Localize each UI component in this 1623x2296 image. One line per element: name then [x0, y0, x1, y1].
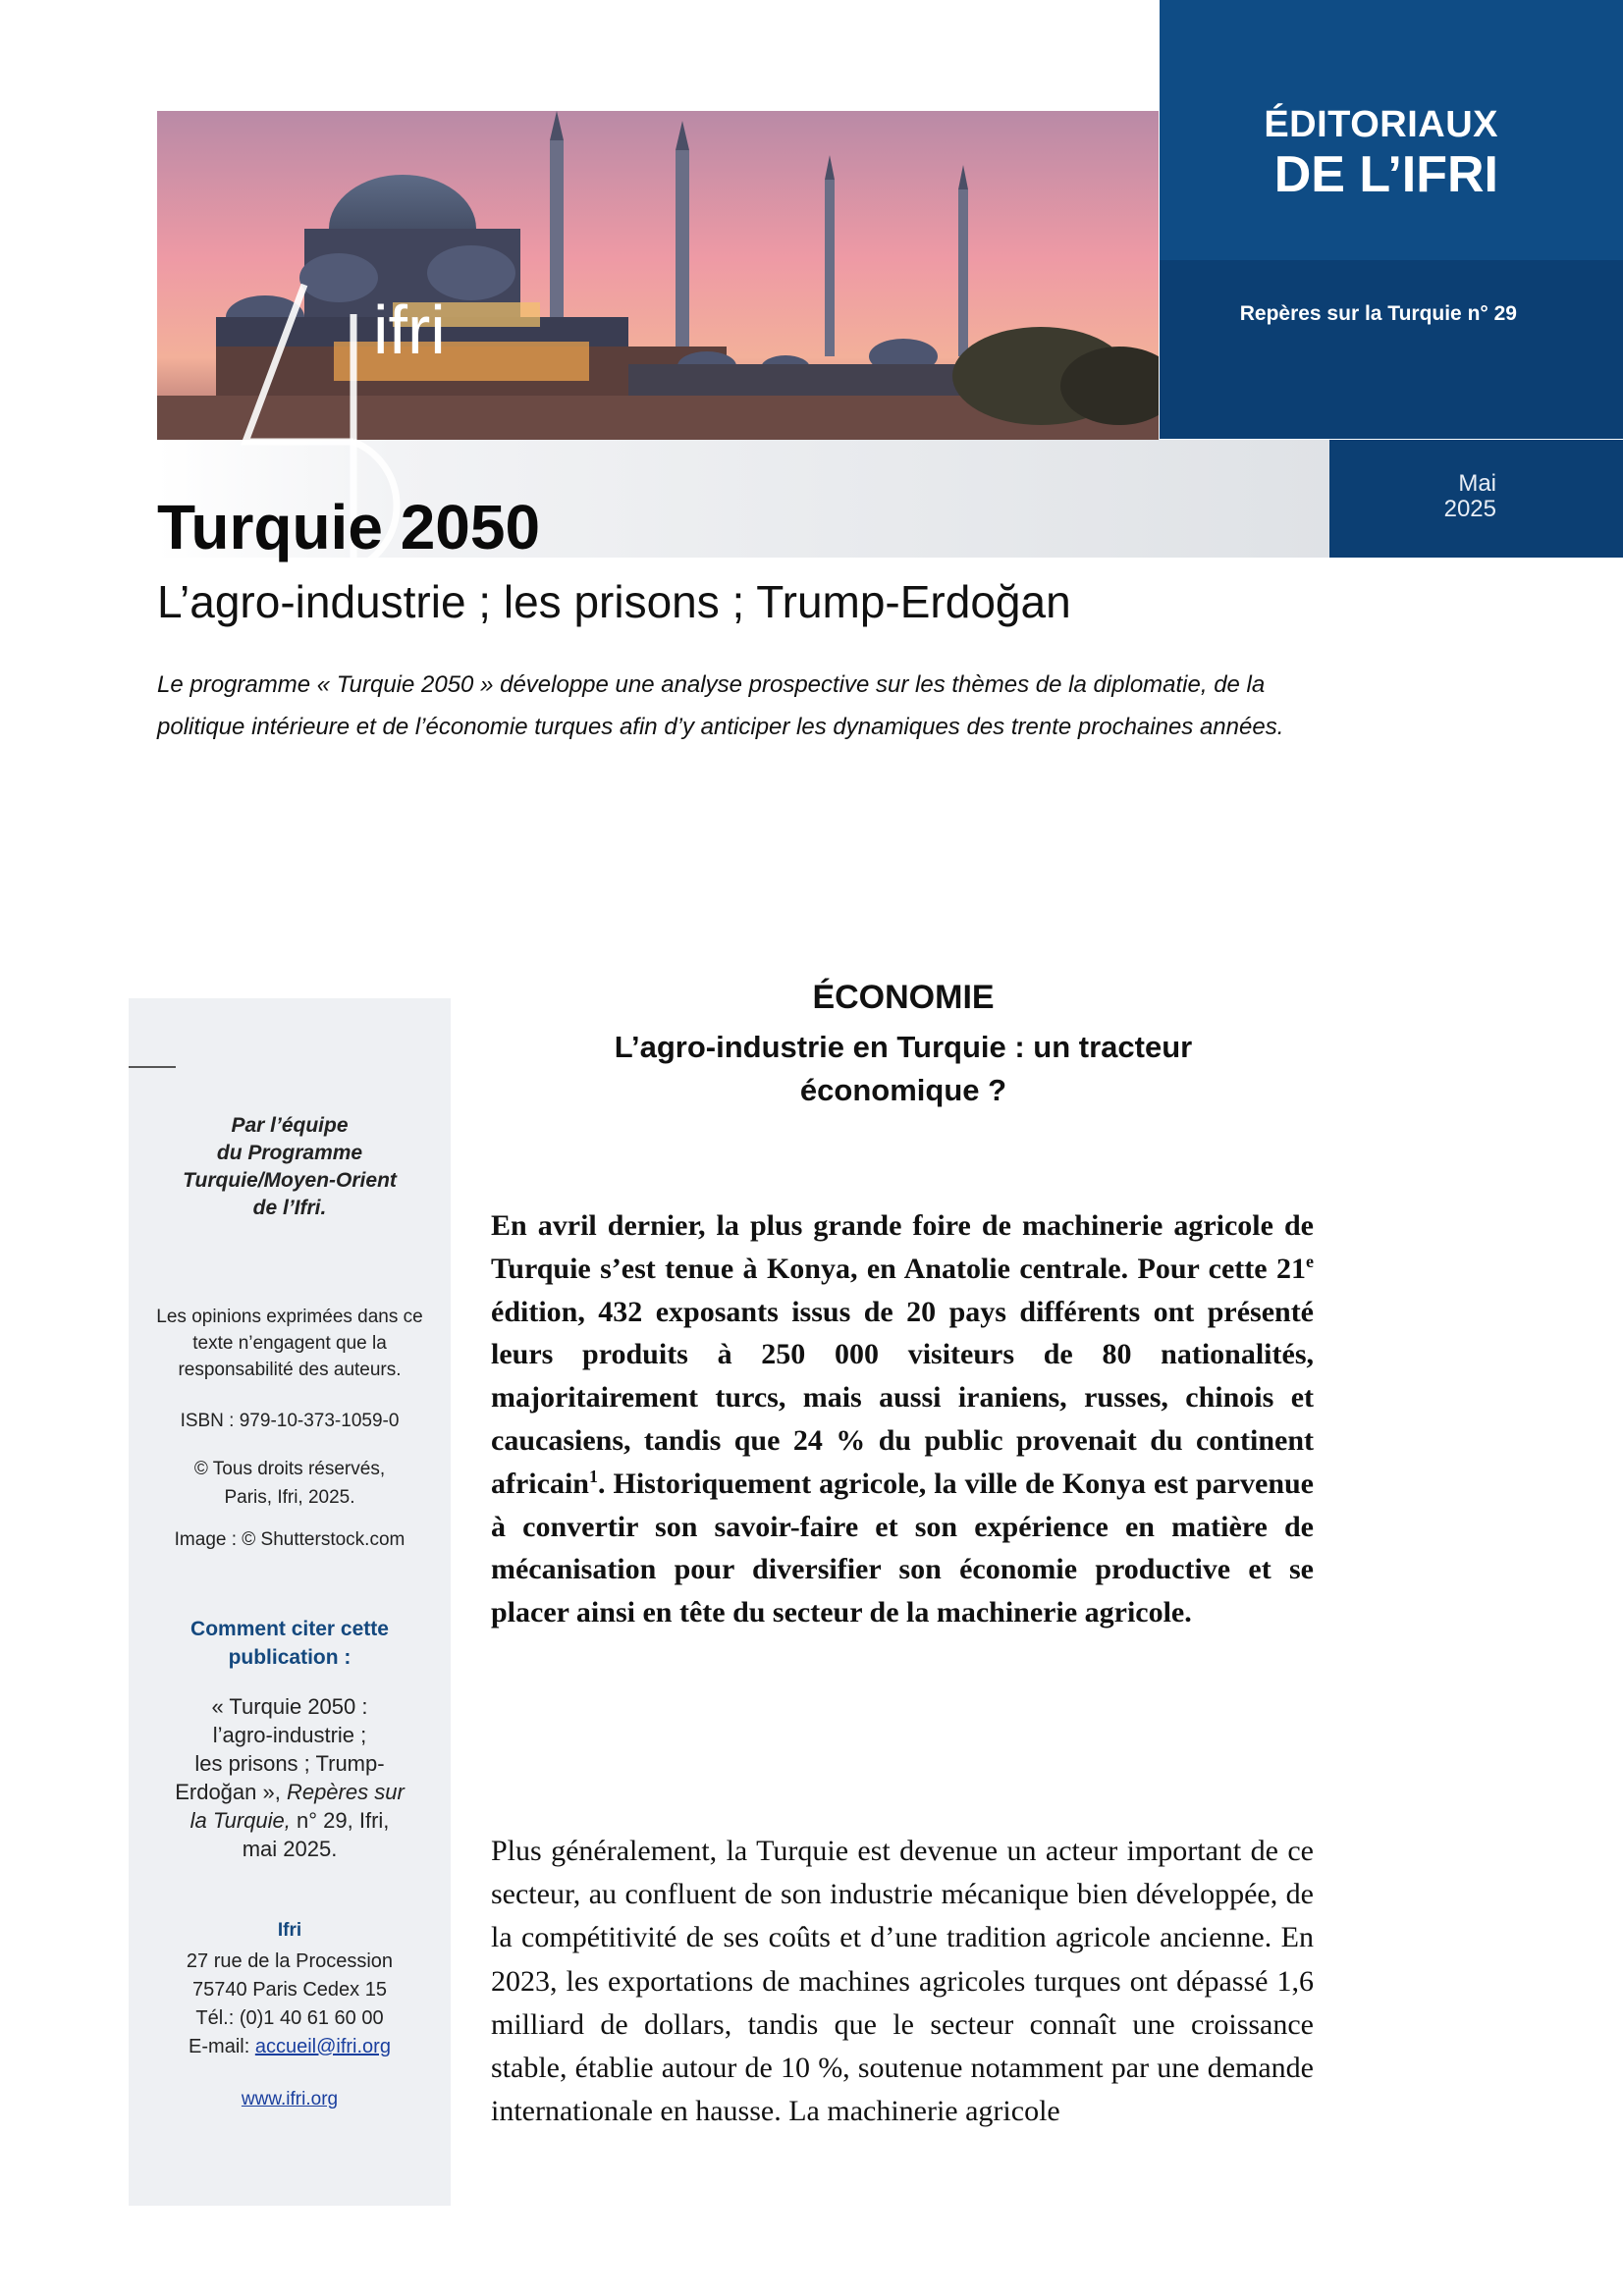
brand-title: [1160, 104, 1498, 203]
cite-text: n° 29, Ifri,: [290, 1808, 390, 1833]
page-title: Turquie 2050: [157, 492, 541, 562]
sidebar-website: [129, 2089, 451, 2110]
author-line: de l’Ifri.: [252, 1197, 327, 1219]
cite-line: [129, 1806, 451, 1835]
sidebar-image-credit: Image : © Shutterstock.com: [174, 1529, 406, 1550]
lead-paragraph: [491, 1204, 1314, 1634]
sidebar-address: [129, 1948, 451, 2061]
cite-line: « Turquie 2050 :: [211, 1694, 368, 1719]
email-label: E-mail:: [189, 2036, 255, 2057]
cite-heading-line: Comment citer cette: [190, 1618, 389, 1640]
sidebar-divider: [129, 1066, 176, 1068]
sidebar-disclaimer: Les opinions exprimées dans ce texte n’engagent que la responsabilité des auteurs.: [156, 1307, 423, 1380]
author-line: du Programme: [216, 1142, 363, 1164]
article-heading-line: économique ?: [799, 1073, 1007, 1107]
address-line: 75740 Paris Cedex 15: [192, 1979, 387, 2001]
ifri-logo-text: ifri: [373, 292, 446, 368]
cite-line: les prisons ; Trump-: [194, 1751, 385, 1776]
author-line: Par l’équipe: [231, 1114, 349, 1137]
cite-line: [129, 1778, 451, 1806]
cite-line: l’agro-industrie ;: [212, 1723, 367, 1747]
email-line: [129, 2033, 451, 2061]
email-link[interactable]: accueil@ifri.org: [254, 2036, 391, 2057]
article-heading: [491, 1026, 1316, 1112]
lead-text: édition, 432 exposants issus de 20 pays différents ont présenté leurs produits à 250 000 visiteurs de 80 nationalités, majoritairement turcs, mais aussi iraniens, russes, chinois et caucasiens, tandis que 24 % du public provenait du continent africain: [491, 1295, 1314, 1500]
intro-paragraph: Le programme « Turquie 2050 » développe une analyse prospective sur les thèmes de la diplomatie, de la politique intérieure et de l’économie turques afin d’y anticiper les dynamiques des trente prochaines années.: [157, 671, 1284, 740]
date-month: Mai: [1458, 470, 1496, 497]
section-title: ÉCONOMIE: [812, 979, 995, 1016]
address-line: 27 rue de la Procession: [186, 1950, 394, 1972]
sidebar-citation: [129, 1692, 451, 1863]
copyright-line: Paris, Ifri, 2025.: [224, 1487, 355, 1508]
lead-text: En avril dernier, la plus grande foire de machinerie agricole de Turquie s’est tenue à Konya, en Anatolie centrale. Pour cette 21: [491, 1209, 1314, 1285]
page-subtitle: L’agro-industrie ; les prisons ; Trump-Erdoğan: [157, 576, 1071, 627]
lead-text: . Historiquement agricole, la ville de Konya est parvenue à convertir son savoir-faire et son expérience en matière de mécanisation pour diversifier son économie productive et se placer ainsi en tête du secteur de la machinerie agricole.: [491, 1467, 1314, 1629]
brand-line-1: ÉDITORIAUX: [1264, 104, 1498, 145]
date-year: 2025: [1443, 496, 1496, 523]
series-label: Repères sur la Turquie n° 29: [1239, 302, 1517, 325]
cite-line: mai 2025.: [242, 1837, 338, 1861]
footnote-ref[interactable]: 1: [588, 1466, 598, 1486]
cite-series-italic: Repères sur: [286, 1780, 405, 1804]
sidebar-org-name: Ifri: [277, 1920, 302, 1941]
body-paragraph: Plus généralement, la Turquie est devenue un acteur important de ce secteur, au confluent de son industrie mécanique bien développée, de la compétitivité de ses coûts et d’une tradition agricole ancienne. En 2023, les exportations de machines agricoles turques ont dépassé 1,6 milliard de dollars, tandis que le secteur connaît une croissance stable, établie autour de 10 %, soutenue notamment par une demande internationale en hausse. La machinerie agricole: [491, 1835, 1314, 2128]
cite-text: Erdoğan »,: [175, 1780, 287, 1804]
cite-heading-line: publication :: [228, 1646, 352, 1669]
address-line: Tél.: (0)1 40 61 60 00: [195, 2007, 384, 2029]
article-heading-line: L’agro-industrie en Turquie : un tracteur: [614, 1030, 1193, 1064]
copyright-line: © Tous droits réservés,: [193, 1459, 386, 1479]
website-link[interactable]: www.ifri.org: [241, 2089, 339, 2109]
brand-line-2: DE L’IFRI: [1273, 146, 1498, 203]
ordinal-superscript: e: [1306, 1251, 1314, 1271]
sidebar-isbn: ISBN : 979-10-373-1059-0: [180, 1411, 400, 1431]
sidebar-cite-heading: [129, 1615, 451, 1672]
sidebar-authors: [129, 1112, 451, 1222]
publication-date: [1329, 471, 1496, 523]
author-line: Turquie/Moyen-Orient: [183, 1169, 397, 1192]
cite-series-italic: la Turquie,: [189, 1808, 291, 1833]
series-block: [1160, 260, 1623, 439]
sidebar-copyright: [129, 1455, 451, 1512]
